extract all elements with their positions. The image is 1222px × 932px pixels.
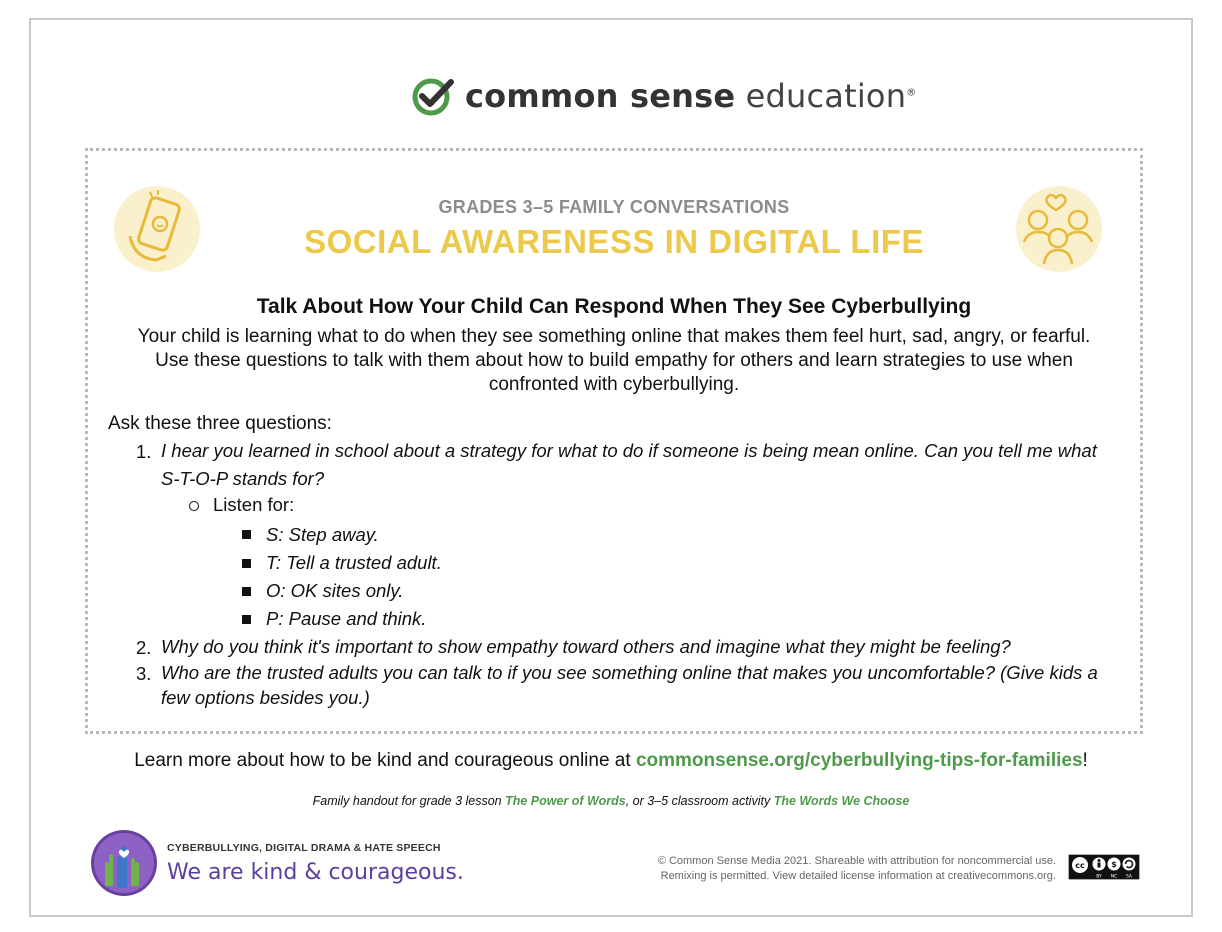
- stop-item-o: O: OK sites only.: [266, 580, 404, 601]
- stop-bullet: [242, 615, 251, 624]
- logo-text: [465, 77, 916, 115]
- learn-more-line: [31, 750, 1191, 772]
- listen-label: Listen for:: [213, 494, 295, 515]
- intro-line-2: Use these questions to talk with them about how to build empathy for others and learn strategies to use when: [155, 350, 1073, 371]
- stop-bullet: [242, 559, 251, 568]
- logo-registered: ®: [906, 87, 917, 99]
- power-of-words-link[interactable]: The Power of Words: [505, 794, 626, 808]
- kind-courageous-tagline: We are kind & courageous.: [167, 860, 464, 885]
- q1-line-1: I hear you learned in school about a strategy for what to do if someone is being mean online. Can you tell me what: [161, 440, 1097, 461]
- q3-line-1: Who are the trusted adults you can talk to if you see something online that makes you uncomfortable? (Give kids a: [161, 662, 1098, 683]
- copyright-line-2: Remixing is permitted. View detailed license information at creativecommons.org.: [660, 870, 1056, 882]
- cyberbullying-series-title: CYBERBULLYING, DIGITAL DRAMA & HATE SPEECH: [167, 842, 441, 854]
- q3-line-2: few options besides you.): [161, 687, 370, 708]
- cyberbullying-tips-link[interactable]: commonsense.org/cyberbullying-tips-for-families: [635, 750, 1083, 771]
- hands-heart-badge-icon: [91, 830, 157, 896]
- learn-more-suffix: !: [1082, 750, 1088, 771]
- q1-line-2: S-T-O-P stands for?: [161, 468, 325, 489]
- stop-bullet: [242, 530, 251, 539]
- handout-page: [29, 18, 1193, 917]
- cc-label-sa: SA: [1125, 874, 1133, 879]
- intro-line-3: confronted with cyberbullying.: [488, 374, 740, 395]
- creative-commons-icon: [1068, 854, 1140, 880]
- ask-label: Ask these three questions:: [108, 413, 332, 434]
- stop-item-p: P: Pause and think.: [266, 608, 427, 629]
- q2-number: 2.: [136, 637, 152, 658]
- intro-line-1: Your child is learning what to do when they see something online that makes them feel hurt, sad, angry, or fearful.: [137, 326, 1091, 347]
- svg-text:$: $: [1111, 860, 1117, 869]
- logo-bold-text: common sense: [465, 77, 736, 115]
- q3-number: 3.: [136, 663, 152, 684]
- stop-bullet: [242, 587, 251, 596]
- svg-text:cc: cc: [1075, 861, 1085, 870]
- cc-label-nc: NC: [1110, 874, 1118, 879]
- handout-mid: , or 3–5 classroom activity: [625, 794, 774, 808]
- common-sense-logo: [411, 76, 916, 116]
- intro-paragraph: [108, 325, 1120, 397]
- learn-more-text: Learn more about how to be kind and courageous online at: [134, 750, 636, 771]
- copyright-line-1: © Common Sense Media 2021. Shareable with attribution for noncommercial use.: [657, 855, 1056, 867]
- words-we-choose-link[interactable]: The Words We Choose: [773, 794, 910, 808]
- logo-light-text: education: [745, 77, 907, 115]
- stop-item-t: T: Tell a trusted adult.: [266, 552, 442, 573]
- grades-label: GRADES 3–5 FAMILY CONVERSATIONS: [438, 197, 790, 217]
- listen-bullet: [189, 501, 199, 511]
- section-heading: Talk About How Your Child Can Respond When They See Cyberbullying: [256, 295, 972, 318]
- page-title: SOCIAL AWARENESS IN DIGITAL LIFE: [304, 223, 924, 260]
- content-box: [85, 148, 1143, 734]
- stop-item-s: S: Step away.: [266, 524, 379, 545]
- handout-prefix: Family handout for grade 3 lesson: [312, 794, 506, 808]
- cc-label-by: BY: [1096, 874, 1102, 879]
- copyright-notice: [611, 854, 1056, 884]
- q2-text: Why do you think it's important to show empathy toward others and imagine what they might be feeling?: [161, 636, 1011, 657]
- q1-number: 1.: [136, 441, 152, 462]
- checkmark-logo-icon: [411, 76, 457, 116]
- handout-note: [31, 794, 1191, 808]
